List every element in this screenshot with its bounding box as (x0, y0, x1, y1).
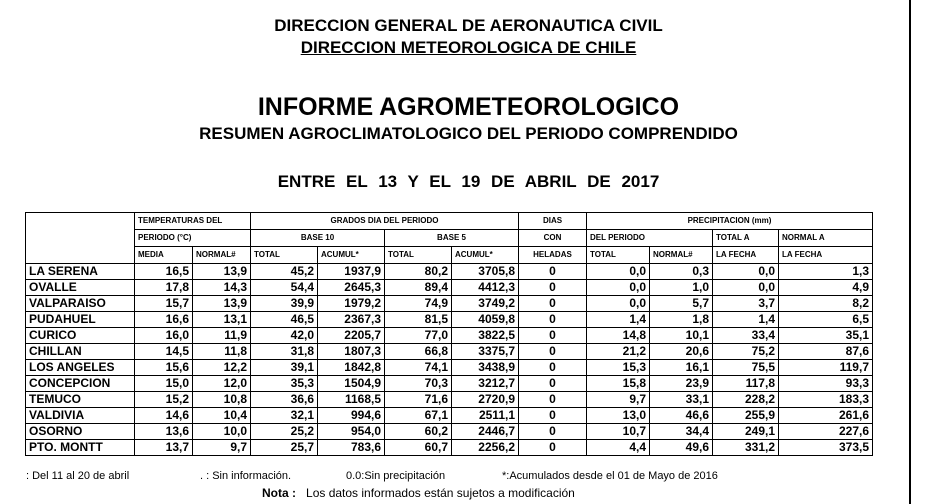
agro-summary-table (25, 212, 873, 456)
value-cell: 13,0 (587, 408, 650, 424)
station-name-cell: CONCEPCION (26, 376, 135, 392)
value-cell: 117,8 (713, 376, 779, 392)
footer-note-dates: : Del 11 al 20 de abril (26, 470, 130, 482)
value-cell: 0 (519, 344, 587, 360)
value-cell: 17,8 (135, 280, 193, 296)
value-cell: 32,1 (251, 408, 318, 424)
col-header: TOTAL (385, 247, 452, 264)
value-cell: 12,0 (193, 376, 251, 392)
value-cell: 21,2 (587, 344, 650, 360)
value-cell: 23,9 (650, 376, 713, 392)
header-row-2 (26, 230, 873, 247)
value-cell: 12,2 (193, 360, 251, 376)
value-cell: 0,3 (650, 264, 713, 280)
value-cell: 1842,8 (318, 360, 385, 376)
footer-nota (262, 486, 575, 500)
header-row-1 (26, 213, 873, 230)
col-header: LA FECHA (779, 247, 873, 264)
table-row (26, 328, 873, 344)
table-row (26, 392, 873, 408)
value-cell: 66,8 (385, 344, 452, 360)
value-cell: 15,2 (135, 392, 193, 408)
footer-note-noprecip: 0.0:Sin precipitación (346, 470, 446, 482)
value-cell: 4,9 (779, 280, 873, 296)
value-cell: 0 (519, 280, 587, 296)
value-cell: 33,4 (713, 328, 779, 344)
value-cell: 3705,8 (452, 264, 519, 280)
value-cell: 13,1 (193, 312, 251, 328)
temp-group-header-2: PERIODO (°C) (135, 230, 251, 247)
base5-header: BASE 5 (385, 230, 519, 247)
value-cell: 11,9 (193, 328, 251, 344)
value-cell: 5,7 (650, 296, 713, 312)
value-cell: 77,0 (385, 328, 452, 344)
value-cell: 373,5 (779, 440, 873, 456)
value-cell: 10,1 (650, 328, 713, 344)
value-cell: 0,0 (713, 264, 779, 280)
value-cell: 0 (519, 328, 587, 344)
value-cell: 3212,7 (452, 376, 519, 392)
header-row-3 (26, 247, 873, 264)
value-cell: 80,2 (385, 264, 452, 280)
value-cell: 4412,3 (452, 280, 519, 296)
station-name-cell: CURICO (26, 328, 135, 344)
col-header: MEDIA (135, 247, 193, 264)
value-cell: 1,3 (779, 264, 873, 280)
col-header: ACUMUL* (318, 247, 385, 264)
value-cell: 16,1 (650, 360, 713, 376)
value-cell: 13,7 (135, 440, 193, 456)
value-cell: 16,5 (135, 264, 193, 280)
value-cell: 2367,3 (318, 312, 385, 328)
value-cell: 1,4 (713, 312, 779, 328)
value-cell: 89,4 (385, 280, 452, 296)
value-cell: 31,8 (251, 344, 318, 360)
value-cell: 25,2 (251, 424, 318, 440)
value-cell: 0,0 (587, 280, 650, 296)
value-cell: 67,1 (385, 408, 452, 424)
value-cell: 16,6 (135, 312, 193, 328)
value-cell: 13,6 (135, 424, 193, 440)
value-cell: 2720,9 (452, 392, 519, 408)
dias-header: DIAS (519, 213, 587, 230)
temp-group-header: TEMPERATURAS DEL (135, 213, 251, 230)
value-cell: 0,0 (587, 296, 650, 312)
value-cell: 10,8 (193, 392, 251, 408)
value-cell: 3,7 (713, 296, 779, 312)
table-row (26, 312, 873, 328)
station-name-cell: TEMUCO (26, 392, 135, 408)
table-row (26, 424, 873, 440)
value-cell: 71,6 (385, 392, 452, 408)
value-cell: 0 (519, 376, 587, 392)
table-row (26, 408, 873, 424)
station-name-cell: PUDAHUEL (26, 312, 135, 328)
value-cell: 783,6 (318, 440, 385, 456)
value-cell: 15,8 (587, 376, 650, 392)
report-period: ENTRE EL 13 Y EL 19 DE ABRIL DE 2017 (277, 172, 660, 191)
table-row (26, 280, 873, 296)
value-cell: 42,0 (251, 328, 318, 344)
value-cell: 0 (519, 424, 587, 440)
value-cell: 33,1 (650, 392, 713, 408)
value-cell: 14,5 (135, 344, 193, 360)
value-cell: 1504,9 (318, 376, 385, 392)
value-cell: 14,8 (587, 328, 650, 344)
value-cell: 45,2 (251, 264, 318, 280)
value-cell: 11,8 (193, 344, 251, 360)
value-cell: 87,6 (779, 344, 873, 360)
value-cell: 20,6 (650, 344, 713, 360)
col-header: HELADAS (519, 247, 587, 264)
value-cell: 2205,7 (318, 328, 385, 344)
value-cell: 331,2 (713, 440, 779, 456)
footer-note-nodata: . : Sin información. (200, 470, 292, 482)
value-cell: 46,6 (650, 408, 713, 424)
value-cell: 39,1 (251, 360, 318, 376)
station-name-cell: OSORNO (26, 424, 135, 440)
value-cell: 227,6 (779, 424, 873, 440)
value-cell: 74,1 (385, 360, 452, 376)
value-cell: 261,6 (779, 408, 873, 424)
value-cell: 0 (519, 264, 587, 280)
value-cell: 1937,9 (318, 264, 385, 280)
value-cell: 8,2 (779, 296, 873, 312)
station-name-cell: LA SERENA (26, 264, 135, 280)
value-cell: 81,5 (385, 312, 452, 328)
value-cell: 9,7 (587, 392, 650, 408)
footer-note-accum: *:Acumulados desde el 01 de Mayo de 2016 (502, 470, 718, 482)
value-cell: 228,2 (713, 392, 779, 408)
report-subtitle: RESUMEN AGROCLIMATOLOGICO DEL PERIODO COMPRENDIDO (199, 124, 738, 143)
value-cell: 3822,5 (452, 328, 519, 344)
org-subtitle: DIRECCION METEOROLOGICA DE CHILE (300, 38, 637, 57)
table-row (26, 360, 873, 376)
value-cell: 60,2 (385, 424, 452, 440)
value-cell: 1807,3 (318, 344, 385, 360)
value-cell: 0 (519, 392, 587, 408)
col-header: ACUMUL* (452, 247, 519, 264)
col-header: NORMAL# (193, 247, 251, 264)
table-row (26, 376, 873, 392)
value-cell: 3438,9 (452, 360, 519, 376)
value-cell: 2645,3 (318, 280, 385, 296)
value-cell: 1,0 (650, 280, 713, 296)
col-header: NORMAL# (650, 247, 713, 264)
table-row (26, 296, 873, 312)
value-cell: 1,8 (650, 312, 713, 328)
value-cell: 14,6 (135, 408, 193, 424)
value-cell: 75,5 (713, 360, 779, 376)
value-cell: 2256,2 (452, 440, 519, 456)
table-row (26, 440, 873, 456)
station-name-cell: CHILLAN (26, 344, 135, 360)
value-cell: 183,3 (779, 392, 873, 408)
value-cell: 0 (519, 408, 587, 424)
table-row (26, 264, 873, 280)
value-cell: 0 (519, 312, 587, 328)
value-cell: 13,9 (193, 264, 251, 280)
value-cell: 13,9 (193, 296, 251, 312)
value-cell: 3375,7 (452, 344, 519, 360)
value-cell: 0 (519, 360, 587, 376)
value-cell: 49,6 (650, 440, 713, 456)
value-cell: 255,9 (713, 408, 779, 424)
value-cell: 9,7 (193, 440, 251, 456)
value-cell: 35,3 (251, 376, 318, 392)
value-cell: 2446,7 (452, 424, 519, 440)
precip-group-header: PRECIPITACION (mm) (587, 213, 873, 230)
value-cell: 10,4 (193, 408, 251, 424)
value-cell: 954,0 (318, 424, 385, 440)
value-cell: 46,5 (251, 312, 318, 328)
value-cell: 36,6 (251, 392, 318, 408)
value-cell: 14,3 (193, 280, 251, 296)
value-cell: 54,4 (251, 280, 318, 296)
value-cell: 119,7 (779, 360, 873, 376)
value-cell: 15,6 (135, 360, 193, 376)
grados-group-header: GRADOS DIA DEL PERIODO (251, 213, 519, 230)
value-cell: 70,3 (385, 376, 452, 392)
table-body (26, 264, 873, 456)
value-cell: 74,9 (385, 296, 452, 312)
value-cell: 15,0 (135, 376, 193, 392)
value-cell: 34,4 (650, 424, 713, 440)
con-header: CON (519, 230, 587, 247)
station-name-cell: LOS ANGELES (26, 360, 135, 376)
station-name-cell: VALPARAISO (26, 296, 135, 312)
station-name-cell: PTO. MONTT (26, 440, 135, 456)
value-cell: 1979,2 (318, 296, 385, 312)
value-cell: 4,4 (587, 440, 650, 456)
value-cell: 4059,8 (452, 312, 519, 328)
value-cell: 6,5 (779, 312, 873, 328)
table-row (26, 344, 873, 360)
value-cell: 25,7 (251, 440, 318, 456)
value-cell: 994,6 (318, 408, 385, 424)
value-cell: 0 (519, 440, 587, 456)
value-cell: 3749,2 (452, 296, 519, 312)
del-periodo-header: DEL PERIODO (587, 230, 713, 247)
report-title: INFORME AGROMETEOROLOGICO (257, 93, 680, 121)
col-header: TOTAL (587, 247, 650, 264)
value-cell: 15,7 (135, 296, 193, 312)
value-cell: 1,4 (587, 312, 650, 328)
value-cell: 249,1 (713, 424, 779, 440)
total-a-header: TOTAL A (713, 230, 779, 247)
value-cell: 10,7 (587, 424, 650, 440)
col-header: LA FECHA (713, 247, 779, 264)
nota-label: Nota : (262, 486, 296, 500)
col-header: TOTAL (251, 247, 318, 264)
right-border-line (909, 0, 911, 504)
base10-header: BASE 10 (251, 230, 385, 247)
value-cell: 35,1 (779, 328, 873, 344)
value-cell: 0,0 (713, 280, 779, 296)
value-cell: 2511,1 (452, 408, 519, 424)
value-cell: 75,2 (713, 344, 779, 360)
value-cell: 1168,5 (318, 392, 385, 408)
value-cell: 16,0 (135, 328, 193, 344)
nota-text: Los datos informados están sujetos a modificación (306, 486, 575, 500)
station-name-cell: OVALLE (26, 280, 135, 296)
station-name-cell: VALDIVIA (26, 408, 135, 424)
value-cell: 10,0 (193, 424, 251, 440)
value-cell: 60,7 (385, 440, 452, 456)
station-header-cell (26, 213, 135, 264)
value-cell: 39,9 (251, 296, 318, 312)
org-title: DIRECCION GENERAL DE AERONAUTICA CIVIL (274, 16, 663, 35)
value-cell: 93,3 (779, 376, 873, 392)
value-cell: 15,3 (587, 360, 650, 376)
normal-a-header: NORMAL A (779, 230, 873, 247)
value-cell: 0,0 (587, 264, 650, 280)
value-cell: 0 (519, 296, 587, 312)
